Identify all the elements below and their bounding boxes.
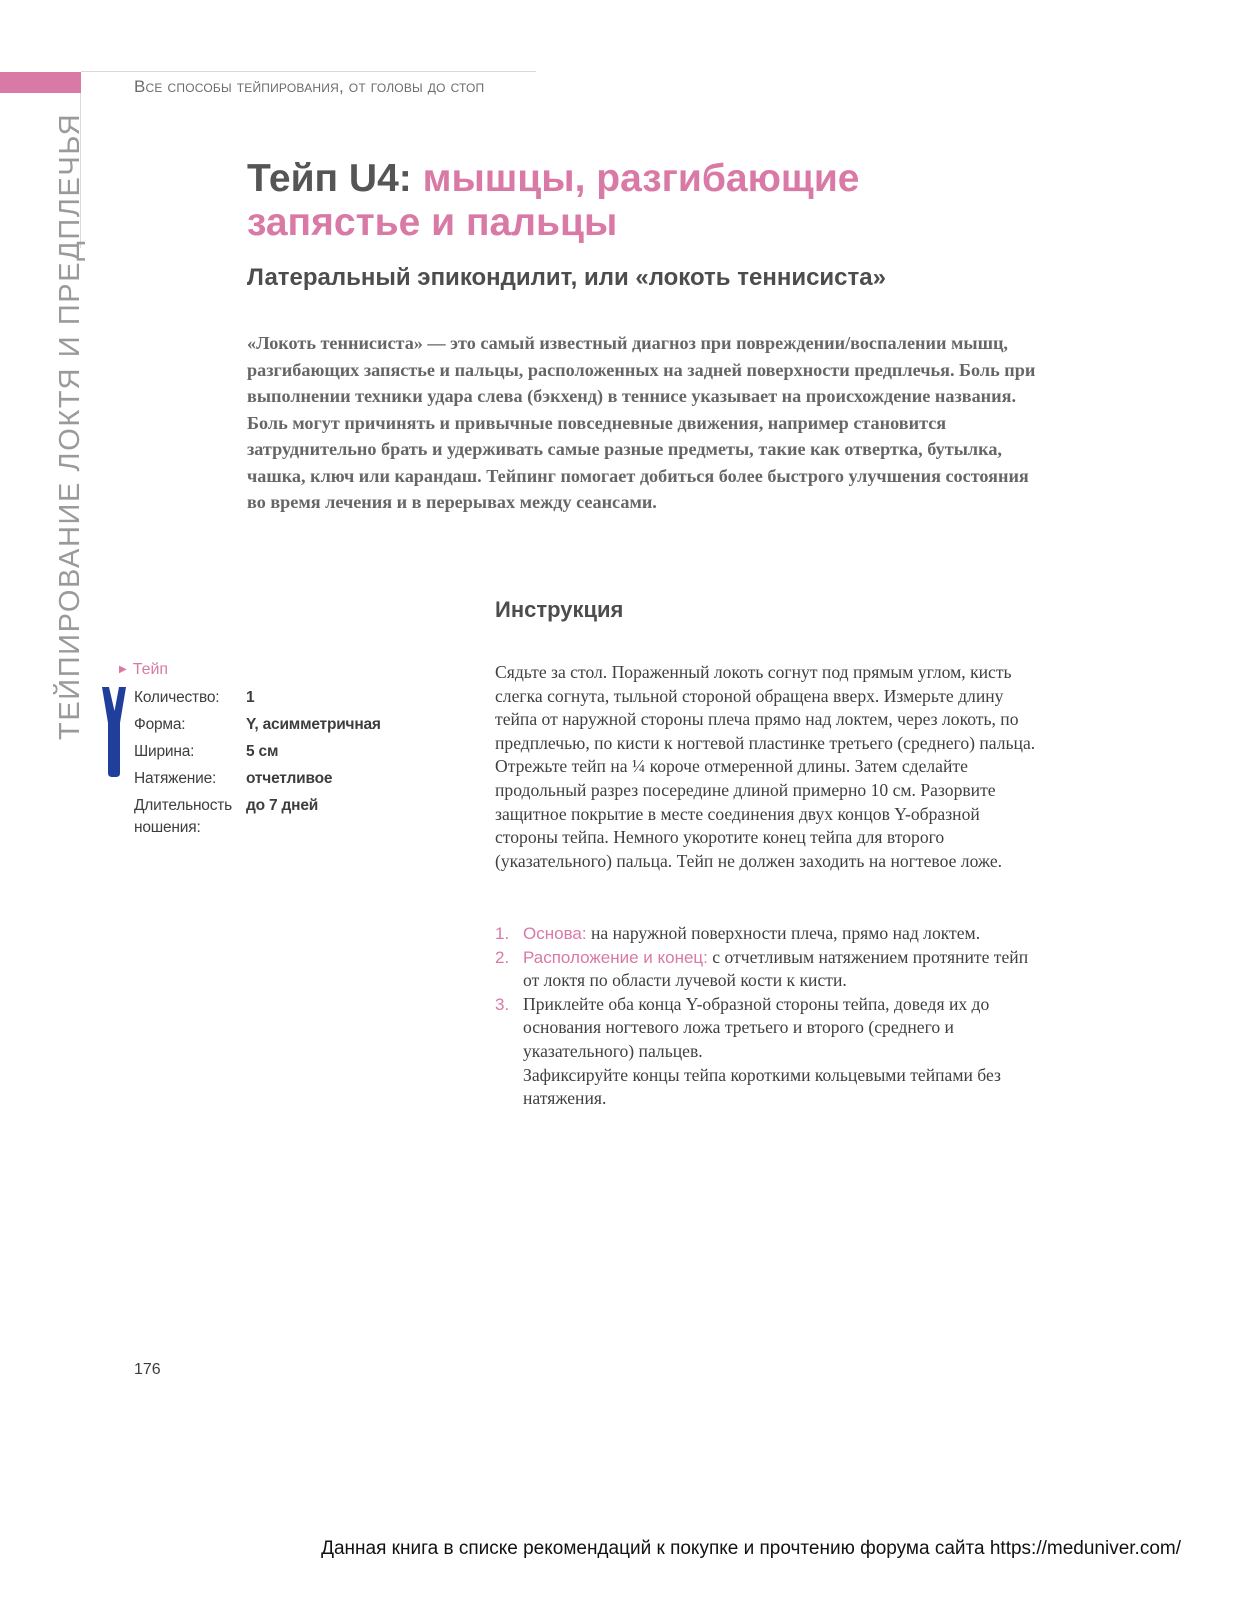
spec-value: 5 см [246,743,279,760]
step-text: с отчетливым натяжением протяните тейп от локтя по области лучевой кости к кисти. [523,946,1029,991]
instruction-body: Сядьте за стол. Пораженный локоть согнут под прямым углом, кисть слегка согнута, тыльной стороной обращена вверх. Измерьте длину тейпа от наружной стороны плеча прямо над локтем, через локоть, по предплечью, по кисти к ногтевой пластинке третьего (среднего) пальца. Отрежьте тейп на ¼ короче отмеренной длины. Затем сделайте продольный разрез посередине длиной примерно 10 см. Разорвите защитное покрытие в месте соединения двух концов Y-образной стороны тейпа. Немного укоротите конец тейпа для второго (указательного) пальца. Тейп не должен заходить на ногтевое ложе. [495,662,1036,871]
spec-row-quantity [134,687,434,709]
instruction-heading: Инструкция [495,597,624,622]
footer-note: Данная книга в списке рекомендаций к покупке и прочтению форума сайта https://meduniver.com/ [321,1538,1181,1559]
step-label: Расположение и конец: [523,947,708,967]
spec-row-width [134,741,434,763]
spec-key: Форма: [134,716,186,733]
spec-row-tension [134,768,434,790]
triangle-bullet-icon: ▶ [119,664,127,675]
spec-key: Ширина: [134,743,195,760]
spec-key: Натяжение: [134,770,217,787]
spec-key: Количество: [134,689,220,706]
intro-paragraph: «Локоть теннисиста» — это самый известный диагноз при повреждении/воспалении мышц, разгибающих запястье и пальцы, расположенных на задней поверхности предплечья. Боль при выполнении техники удара слева (бэкхенд) в теннисе указывает на происхождение названия. Боль могут причинять и привычные повседневные движения, например становится затруднительно брать и удерживать самые разные предметы, такие как отвертка, бутылка, чашка, ключ или карандаш. Тейпинг помогает добиться более быстрого улучшения состояния во время лечения и в перерывах между сеансами. [247,333,1036,512]
step-number: 1. [495,924,510,943]
spec-value: до 7 дней [246,797,319,814]
y-tape-icon [101,687,127,777]
page-subtitle: Латеральный эпикондилит, или «локоть теннисиста» [247,264,886,291]
spec-row-shape [134,714,434,736]
step-number: 2. [495,947,510,967]
step-text-continued: Зафиксируйте концы тейпа короткими кольцевыми тейпами без натяжения. [523,1064,1001,1109]
title-line1: мышцы, разгибающие [422,157,860,200]
step-item [495,993,1040,1111]
running-head: Все способы тейпирования, от головы до стоп [134,77,485,96]
title-prefix: Тейп U4: [247,157,412,200]
step-number: 3. [495,994,510,1014]
spec-value: 1 [246,689,255,706]
step-text: Приклейте оба конца Y-образной стороны тейпа, доведя их до основания ногтевого ложа третьего и второго (среднего и указательного) пальцев. [523,993,990,1061]
chapter-side-title: ТЕЙПИРОВАНИЕ ЛОКТЯ И ПРЕДПЛЕЧЬЯ [54,112,86,740]
instruction-steps [495,922,1040,1111]
page-title [247,157,947,245]
tape-label-text: Тейп [132,661,169,678]
step-label: Основа: [523,924,587,943]
header-rule [81,71,536,72]
title-line2: запястье и пальцы [247,201,618,244]
tape-label [119,661,168,679]
step-text: на наружной поверхности плеча, прямо над локтем. [591,923,981,943]
spec-key: Длительность ношения: [134,797,233,836]
tape-spec-table [134,687,434,844]
step-item [495,946,1040,993]
spec-row-duration [134,795,434,839]
section-color-bar [0,72,81,93]
spec-value: Y, асимметричная [246,716,381,733]
step-item [495,922,1040,946]
spec-value: отчетливое [246,770,333,787]
page-number: 176 [134,1361,161,1378]
